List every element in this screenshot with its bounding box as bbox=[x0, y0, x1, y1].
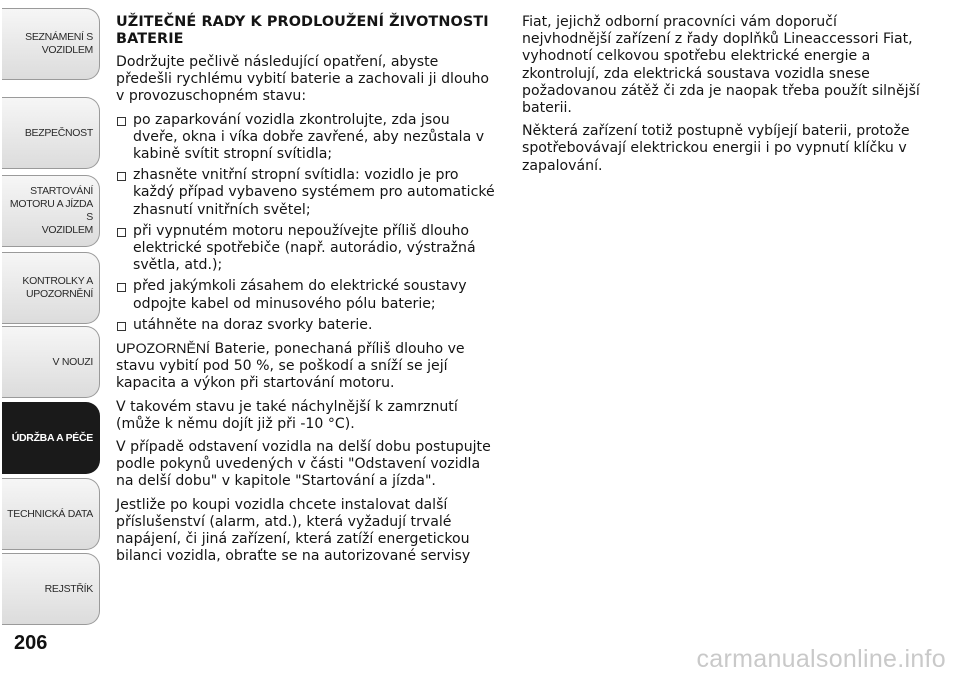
list-item: před jakýmkoli zásahem do elektrické soustavy odpojte kabel od minusového pólu baterie; bbox=[116, 278, 496, 312]
intro-paragraph: Dodržujte pečlivě následující opatření, abyste předešli rychlému vybití baterie a zachovali ji dlouho v provozuschopném stavu: bbox=[116, 54, 490, 105]
tab-label: REJSTŘÍK bbox=[44, 582, 93, 595]
tab-label: V NOUZI bbox=[52, 355, 93, 368]
section-heading: UŽITEČNÉ RADY K PRODLOUŽENÍ ŽIVOTNOSTI BATERIE bbox=[116, 14, 489, 47]
storage-paragraph: V případě odstavení vozidla na delší dobu postupujte podle pokynů uvedených v části "Odstavení vozidla na delší dobu" v kapitole "Startování a jízda". bbox=[116, 439, 491, 490]
right-column bbox=[522, 14, 922, 181]
list-item: po zaparkování vozidla zkontrolujte, zda jsou dveře, okna i víka dobře zavřené, aby nezůstala v kabině svítit stropní svítidla; bbox=[116, 112, 496, 164]
tab-rejstrik[interactable] bbox=[2, 553, 100, 625]
checkbox-bullet-icon bbox=[117, 228, 126, 237]
tab-label: SEZNÁMENÍ S VOZIDLEM bbox=[25, 31, 93, 56]
warning-label: UPOZORNĚNÍ bbox=[116, 340, 210, 357]
checkbox-bullet-icon bbox=[117, 172, 126, 181]
checkbox-bullet-icon bbox=[117, 117, 126, 126]
tab-label: STARTOVÁNÍ MOTORU A JÍZDA S VOZIDLEM bbox=[9, 185, 93, 236]
warning-paragraph bbox=[116, 340, 496, 393]
page-number: 206 bbox=[14, 632, 48, 654]
tab-label: KONTROLKY A UPOZORNĚNÍ bbox=[22, 275, 93, 300]
checkbox-bullet-icon bbox=[117, 322, 126, 331]
warning-text: Baterie, ponechaná příliš dlouho ve stavu vybití pod 50 %, se poškodí a sníží se její kapacita a výkon při startování motoru. bbox=[116, 341, 465, 392]
list-item: zhasněte vnitřní stropní svítidla: vozidlo je pro každý případ vybaveno systémem pro automatické zhasnutí vnitřních světel; bbox=[116, 167, 496, 219]
left-column bbox=[116, 14, 496, 571]
tab-label: ÚDRŽBA A PÉČE bbox=[11, 431, 93, 444]
tab-bezpecnost[interactable] bbox=[2, 97, 100, 169]
tab-startovani-motoru[interactable] bbox=[2, 175, 100, 247]
accessories-paragraph: Jestliže po koupi vozidla chcete instalovat další příslušenství (alarm, atd.), která vyžadují trvalé napájení, či jiná zařízení, která zatíží energetickou bilanci vozidla, obraťte se na autorizované servisy bbox=[116, 496, 471, 565]
precautions-list bbox=[116, 112, 496, 334]
battery-drain-paragraph: Některá zařízení totiž postupně vybíjejí baterii, protože spotřebovávají elektrickou energii i po vypnutí klíčku v zapalování. bbox=[522, 123, 910, 174]
tab-v-nouzi[interactable] bbox=[2, 326, 100, 398]
tab-seznameni-s-vozidlem[interactable] bbox=[2, 8, 100, 80]
tab-kontrolky-a-upozorneni[interactable] bbox=[2, 252, 100, 324]
checkbox-bullet-icon bbox=[117, 283, 126, 292]
list-item: utáhněte na doraz svorky baterie. bbox=[116, 317, 496, 334]
watermark: carmanualsonline.info bbox=[696, 645, 946, 673]
fiat-service-paragraph: Fiat, jejichž odborní pracovníci vám doporučí nejvhodnější zařízení z řady doplňků Lineaccessori Fiat, vyhodnotí celkovou spotřebu elektrické energie a zkontrolují, zda elektrická soustava vozidla snese požadovanou zátěž či zda je naopak třeba použít silnější baterii. bbox=[522, 14, 920, 117]
tab-technicka-data[interactable] bbox=[2, 478, 100, 550]
list-item: při vypnutém motoru nepoužívejte příliš dlouho elektrické spotřebiče (např. autorádio, výstražná světla, atd.); bbox=[116, 223, 496, 275]
tab-label: BEZPEČNOST bbox=[24, 126, 93, 139]
tab-udrzba-a-pece[interactable] bbox=[2, 402, 100, 474]
freeze-paragraph: V takovém stavu je také náchylnější k zamrznutí (může k němu dojít již při -10 °C). bbox=[116, 398, 458, 432]
tab-label: TECHNICKÁ DATA bbox=[7, 507, 93, 520]
chapter-sidebar bbox=[0, 0, 104, 640]
